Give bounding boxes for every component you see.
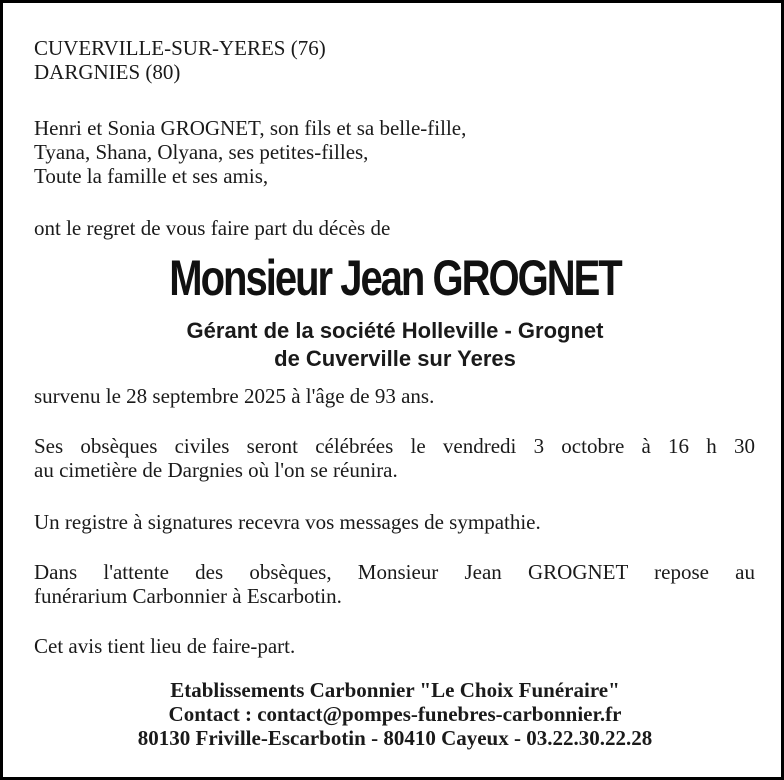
closing-text: Cet avis tient lieu de faire-part.	[34, 634, 296, 658]
deceased-role-line-2: de Cuverville sur Yeres	[274, 346, 516, 371]
footer-contact: Contact : contact@pompes-funebres-carbonnier.fr	[168, 702, 622, 726]
repose-line-1: Dans l'attente des obsèques, Monsieur Jean GROGNET repose au	[34, 560, 755, 584]
family-line-relatives: Toute la famille et ses amis,	[34, 164, 269, 188]
registry-text: Un registre à signatures recevra vos messages de sympathie.	[34, 510, 541, 534]
location-line-cuverville: CUVERVILLE-SUR-YERES (76)	[34, 36, 326, 60]
deceased-name: Monsieur Jean GROGNET	[169, 250, 621, 306]
deceased-role-line-1: Gérant de la société Holleville - Grognet	[186, 318, 604, 343]
repose-line-2: funérarium Carbonnier à Escarbotin.	[34, 584, 342, 608]
funeral-line-2: au cimetière de Dargnies où l'on se réunira.	[34, 458, 398, 482]
footer-address: 80130 Friville-Escarbotin - 80410 Cayeux - 03.22.30.22.28	[137, 726, 653, 750]
family-line-granddaughters: Tyana, Shana, Olyana, ses petites-filles,	[34, 140, 369, 164]
family-line-son: Henri et Sonia GROGNET, son fils et sa belle-fille,	[34, 116, 467, 140]
funeral-line-1: Ses obsèques civiles seront célébrées le vendredi 3 octobre à 16 h 30	[34, 434, 755, 458]
death-info: survenu le 28 septembre 2025 à l'âge de 93 ans.	[34, 384, 435, 408]
footer-company: Etablissements Carbonnier "Le Choix Funéraire"	[170, 678, 620, 702]
announcement-text: ont le regret de vous faire part du décès de	[34, 216, 391, 240]
location-line-dargnies: DARGNIES (80)	[34, 60, 181, 84]
